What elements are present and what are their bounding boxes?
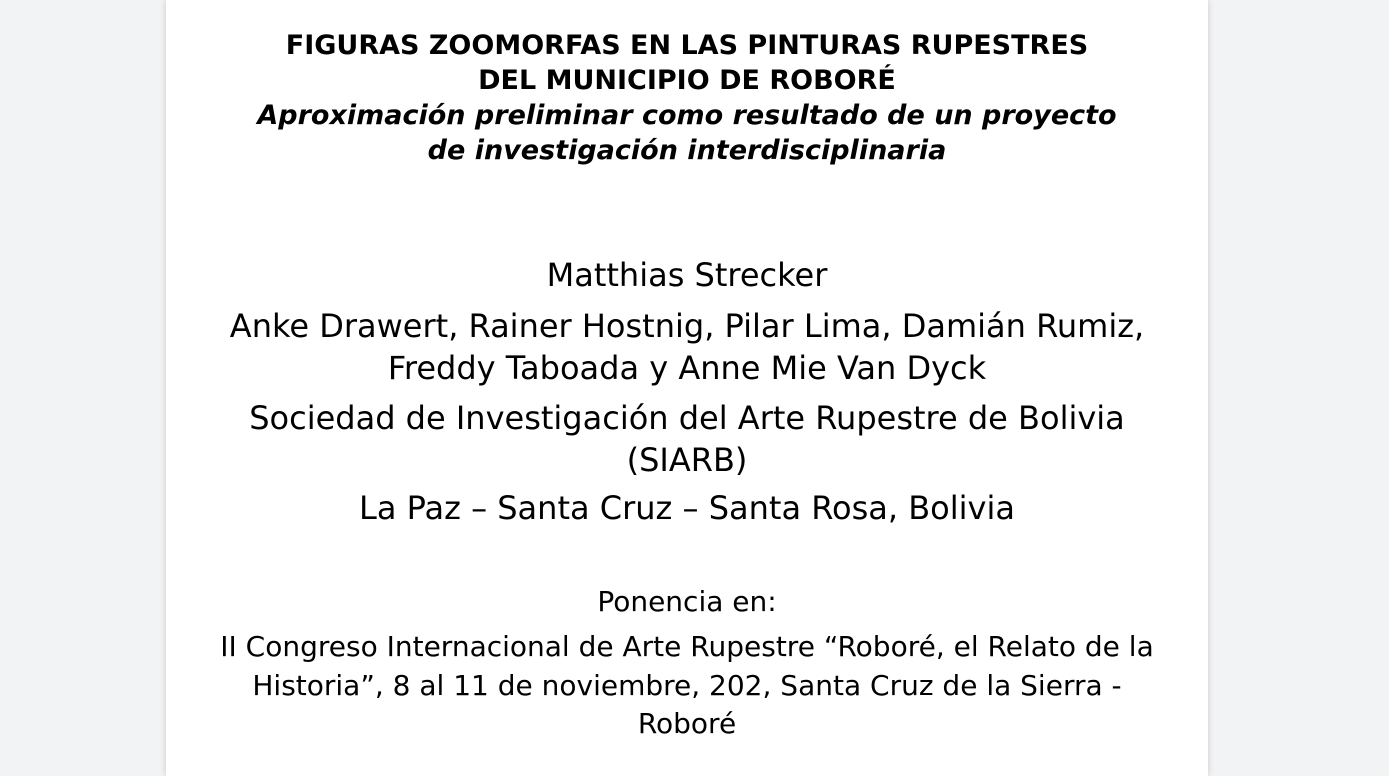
lead-author: Matthias Strecker (546, 256, 828, 294)
subtitle-line-2: de investigación interdisciplinaria (427, 135, 947, 166)
ponencia-label: Ponencia en: (597, 585, 777, 618)
subtitle-line-1: Aproximación preliminar como resultado de un proyecto (257, 100, 1117, 131)
title-line-2: DEL MUNICIPIO DE ROBORÉ (478, 65, 896, 96)
coauthors-line-1: Anke Drawert, Rainer Hostnig, Pilar Lima, Damián Rumiz, (229, 307, 1145, 345)
coauthors-line-2: Freddy Taboada y Anne Mie Van Dyck (387, 349, 987, 387)
location: La Paz – Santa Cruz – Santa Rosa, Bolivia (359, 489, 1015, 527)
congress-info: II Congreso Internacional de Arte Rupestre “Roboré, el Relato de la Historia”, 8 al 11 de noviembre, 202, Santa Cruz de la Sierra - Roboré (220, 630, 1154, 740)
title-line-1: FIGURAS ZOOMORFAS EN LAS PINTURAS RUPESTRES (285, 30, 1089, 61)
paper-title (166, 28, 1208, 168)
society-affiliation: Sociedad de Investigación del Arte Rupestre de Bolivia (SIARB) (249, 399, 1125, 479)
document-page (166, 0, 1208, 776)
coauthors (226, 305, 1148, 389)
